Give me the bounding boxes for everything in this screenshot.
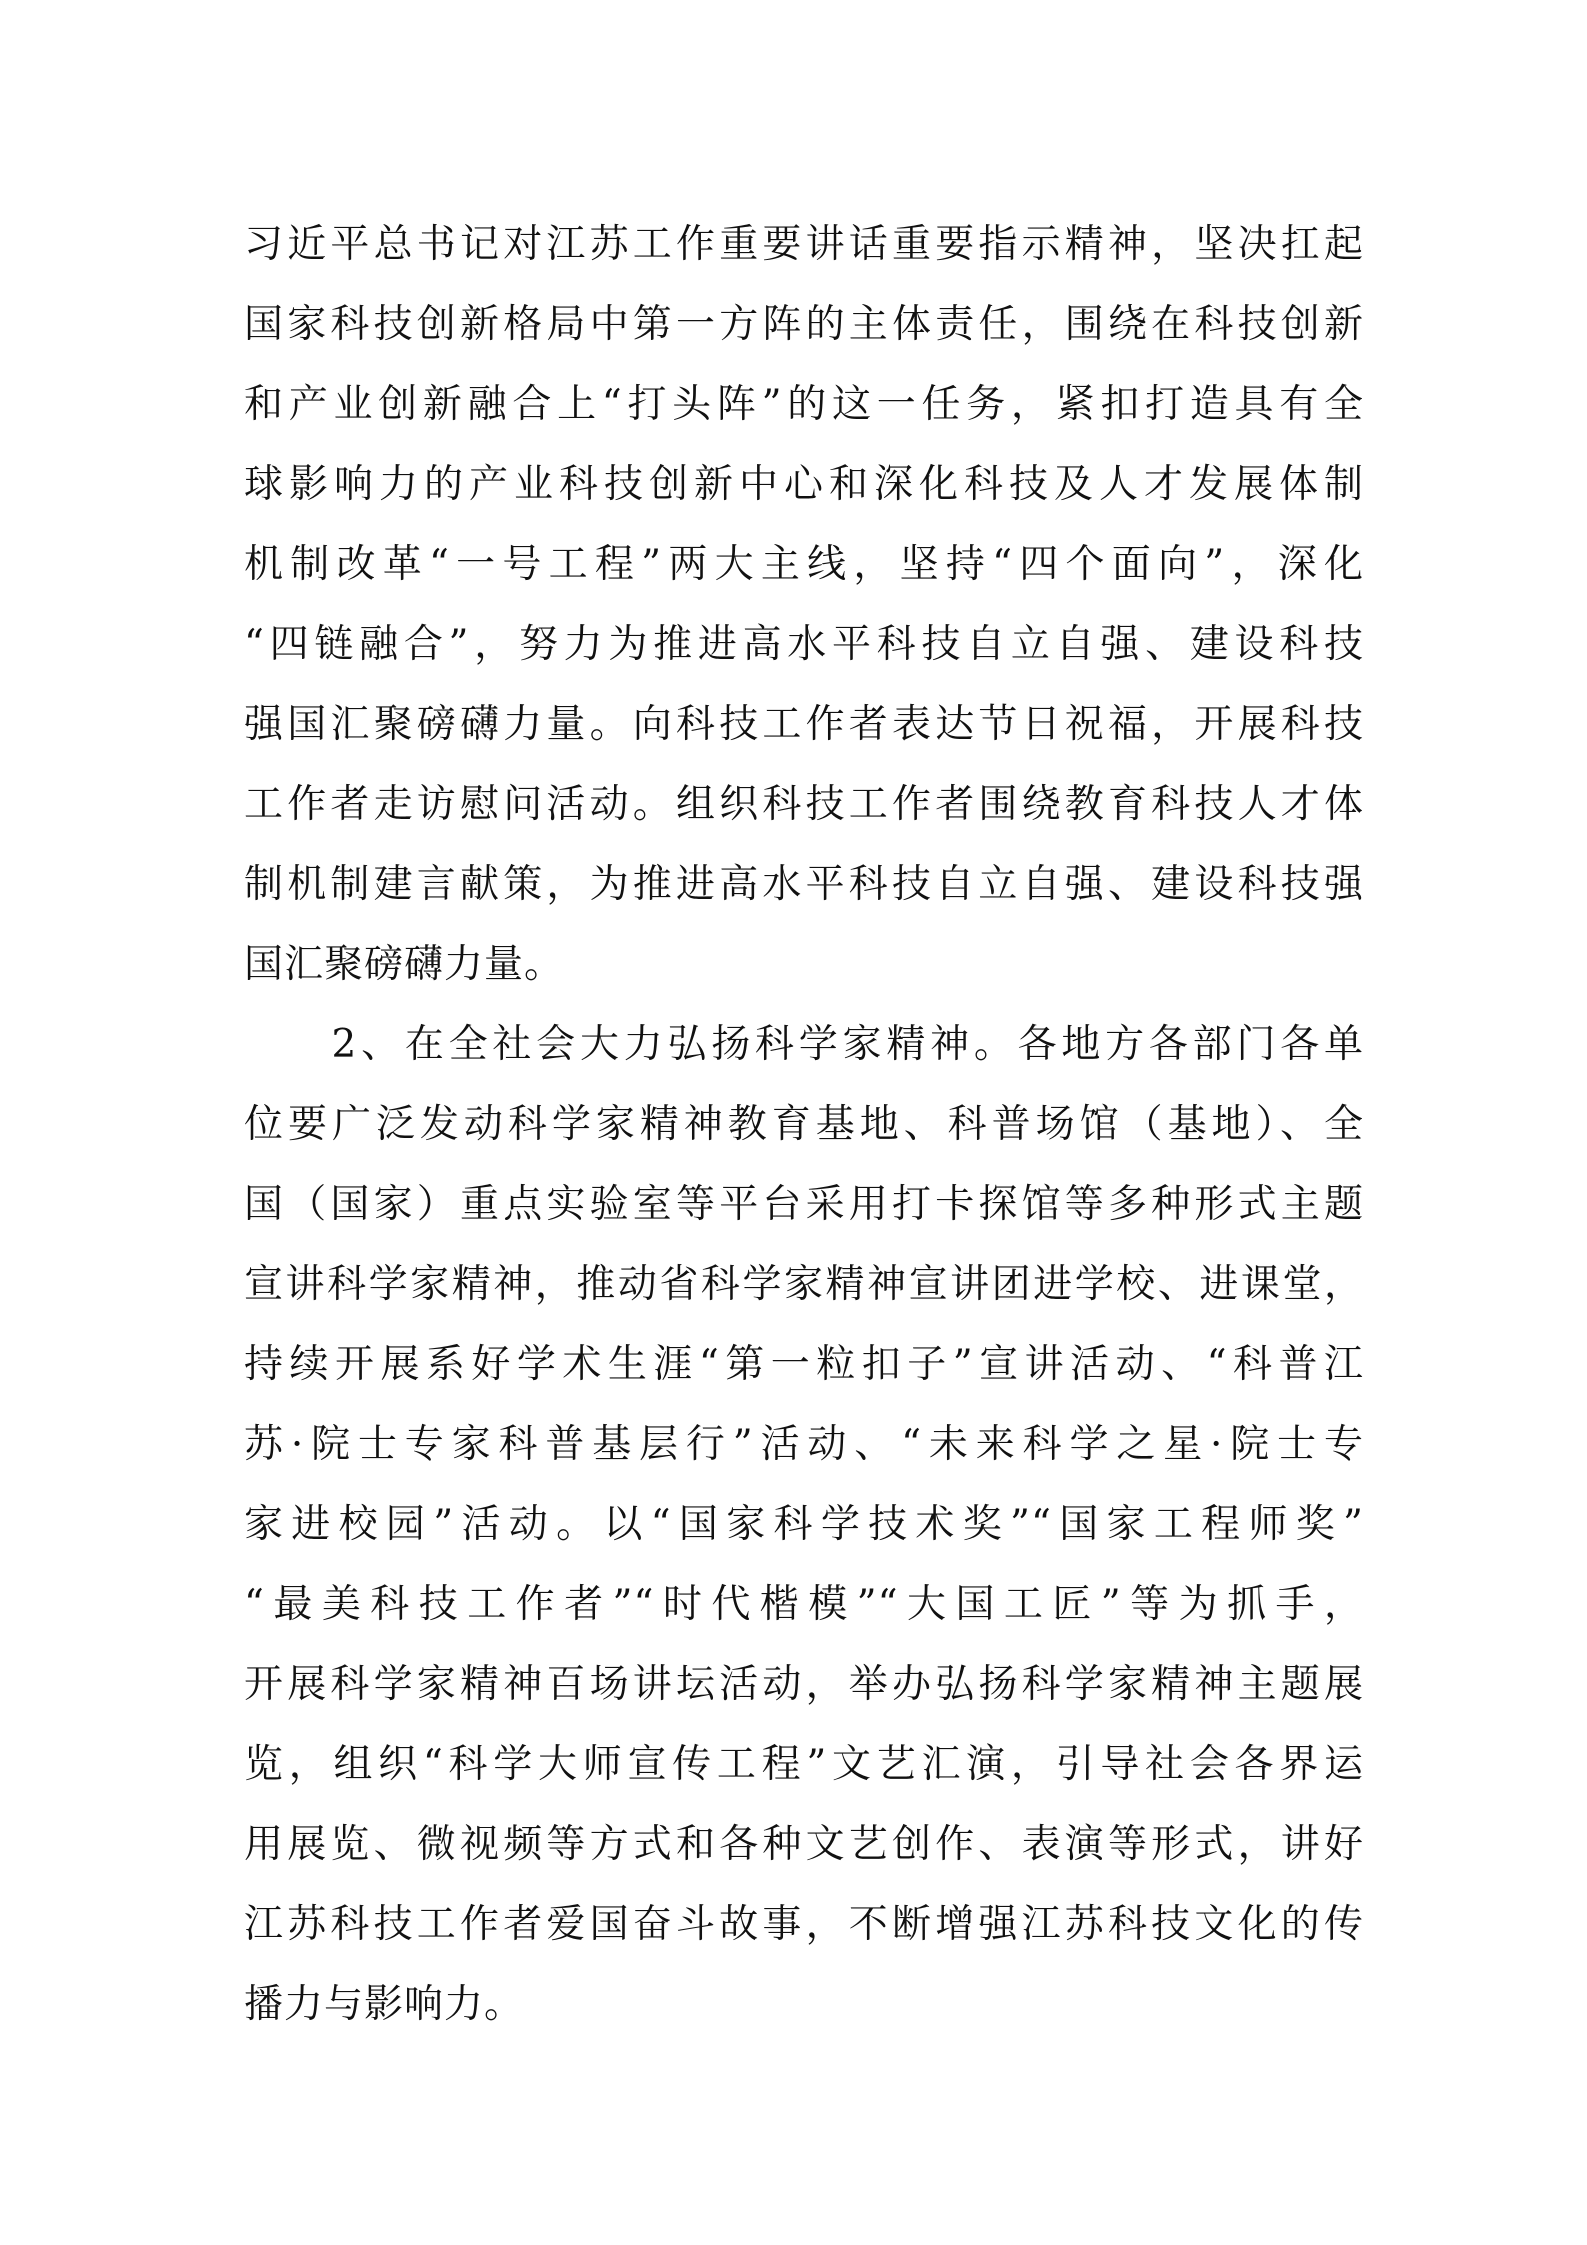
text-line: 工作者走访慰问活动。组织科技工作者围绕教育科技人才体: [244, 782, 1364, 827]
text-line: 家进校园”活动。以“国家科学技术奖”“国家工程师奖”: [244, 1502, 1364, 1547]
text-line: 和产业创新融合上“打头阵”的这一任务，紧扣打造具有全: [244, 382, 1364, 427]
text-line: 江苏科技工作者爱国奋斗故事，不断增强江苏科技文化的传: [244, 1902, 1364, 1947]
text-line: 开展科学家精神百场讲坛活动，举办弘扬科学家精神主题展: [244, 1662, 1364, 1707]
text-line: 国汇聚磅礴力量。: [244, 942, 565, 987]
text-line: 苏·院士专家科普基层行”活动、“未来科学之星·院士专: [244, 1422, 1364, 1467]
text-line: 持续开展系好学术生涯“第一粒扣子”宣讲活动、“科普江: [244, 1342, 1364, 1387]
text-line: 国家科技创新格局中第一方阵的主体责任，围绕在科技创新: [244, 302, 1364, 347]
text-line: 览，组织“科学大师宣传工程”文艺汇演，引导社会各界运: [244, 1742, 1364, 1787]
text-line: 宣讲科学家精神，推动省科学家精神宣讲团进学校、进课堂，: [244, 1262, 1364, 1307]
text-line: 位要广泛发动科学家精神教育基地、科普场馆（基地）、全: [244, 1102, 1364, 1147]
text-line: 播力与影响力。: [244, 1982, 525, 2027]
text-line: 制机制建言献策，为推进高水平科技自立自强、建设科技强: [244, 862, 1364, 907]
text-line: 强国汇聚磅礴力量。向科技工作者表达节日祝福，开展科技: [244, 702, 1364, 747]
body-text: [244, 205, 1364, 2045]
text-line: “最美科技工作者”“时代楷模”“大国工匠”等为抓手，: [244, 1582, 1364, 1627]
text-line: 球影响力的产业科技创新中心和深化科技及人才发展体制: [244, 462, 1364, 507]
text-line: 习近平总书记对江苏工作重要讲话重要指示精神，坚决扛起: [244, 222, 1364, 267]
text-line: 机制改革“一号工程”两大主线，坚持“四个面向”，深化: [244, 542, 1364, 587]
text-line: 国（国家）重点实验室等平台采用打卡探馆等多种形式主题: [244, 1182, 1364, 1227]
text-line: 用展览、微视频等方式和各种文艺创作、表演等形式，讲好: [244, 1822, 1364, 1867]
text-line: “四链融合”，努力为推进高水平科技自立自强、建设科技: [244, 622, 1364, 667]
text-line: 2、在全社会大力弘扬科学家精神。各地方各部门各单: [244, 1022, 1364, 1067]
